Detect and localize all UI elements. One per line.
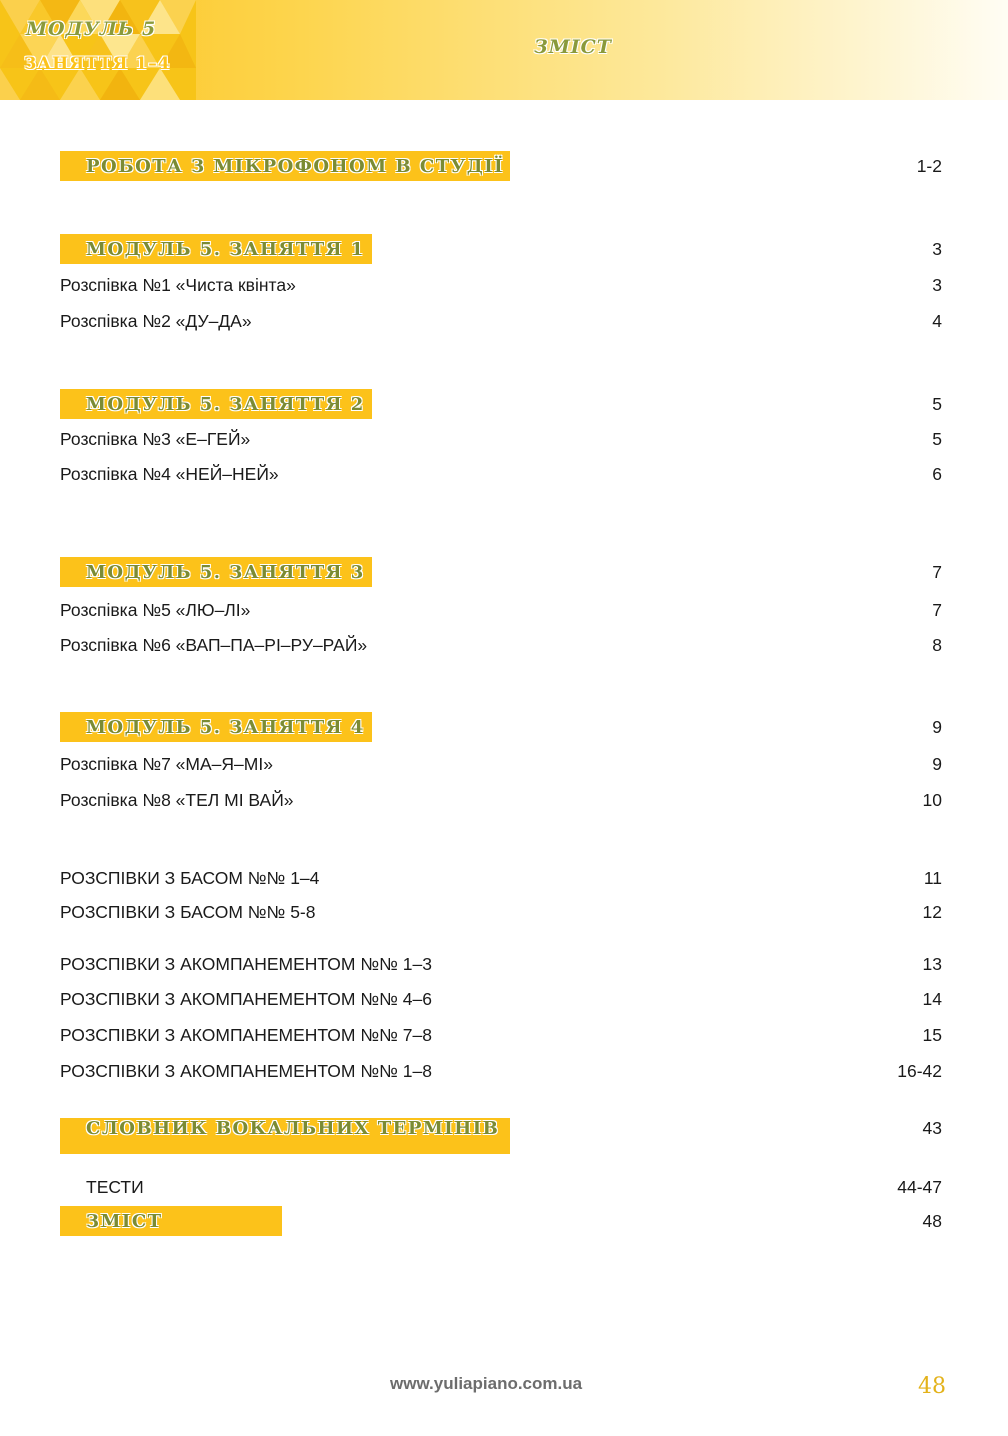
entry-label: Розспівка №3 «Е–ГЕЙ» bbox=[60, 428, 251, 449]
page-header bbox=[0, 0, 1008, 100]
dot-leader bbox=[512, 1124, 921, 1138]
dot-leader bbox=[374, 242, 930, 256]
page-ref: 9 bbox=[932, 717, 942, 737]
page-ref: 13 bbox=[922, 953, 942, 974]
section-band: МОДУЛЬ 5. ЗАНЯТТЯ 4 bbox=[60, 712, 372, 742]
toc-entry-contents[interactable] bbox=[60, 1206, 942, 1236]
entry-label: РОЗСПІВКИ З БАСОМ №№ 1–4 bbox=[60, 867, 320, 888]
dot-leader bbox=[321, 871, 921, 885]
dot-leader bbox=[434, 992, 921, 1006]
section-band: МОДУЛЬ 5. ЗАНЯТТЯ 3 bbox=[60, 557, 372, 587]
page-ref: 7 bbox=[932, 562, 942, 582]
page-ref: 3 bbox=[932, 238, 942, 259]
entry-label: Розспівка №1 «Чиста квінта» bbox=[60, 274, 296, 295]
website-url[interactable]: www.yuliapiano.com.ua bbox=[390, 1374, 583, 1393]
toc-entry-mic[interactable] bbox=[60, 151, 942, 181]
entry-label: Розспівка №8 «ТЕЛ МІ ВАЙ» bbox=[60, 789, 294, 810]
dot-leader bbox=[252, 603, 930, 617]
toc-entry[interactable] bbox=[60, 459, 942, 489]
toc-entry[interactable] bbox=[60, 306, 942, 336]
page-ref: 14 bbox=[922, 988, 942, 1009]
page-ref: 15 bbox=[922, 1024, 942, 1045]
entry-label: РОЗСПІВКИ З БАСОМ №№ 5-8 bbox=[60, 901, 316, 922]
page-ref: 6 bbox=[932, 463, 942, 484]
entry-label: Розспівка №6 «ВАП–ПА–РІ–РУ–РАЙ» bbox=[60, 634, 368, 655]
dot-leader bbox=[369, 638, 930, 652]
section-band: МОДУЛЬ 5. ЗАНЯТТЯ 2 bbox=[60, 389, 372, 419]
dot-leader bbox=[512, 159, 915, 173]
page-ref: 4 bbox=[932, 310, 942, 331]
section-band: ЗМІСТ bbox=[60, 1206, 282, 1236]
toc-entry-lesson-4[interactable] bbox=[60, 708, 942, 742]
toc-entry-dictionary[interactable] bbox=[60, 1118, 942, 1156]
dot-leader bbox=[434, 957, 921, 971]
entry-label: РОЗСПІВКИ З АКОМПАНЕМЕНТОМ №№ 1–8 bbox=[60, 1060, 432, 1081]
entry-label: ТЕСТИ bbox=[86, 1176, 144, 1197]
dot-leader bbox=[374, 565, 930, 579]
page-ref: 8 bbox=[932, 634, 942, 655]
dot-leader bbox=[281, 467, 931, 481]
entry-label: Розспівка №4 «НЕЙ–НЕЙ» bbox=[60, 463, 279, 484]
dot-leader bbox=[146, 1180, 896, 1194]
page-ref: 44-47 bbox=[897, 1176, 942, 1197]
entry-label: РОЗСПІВКИ З АКОМПАНЕМЕНТОМ №№ 4–6 bbox=[60, 988, 432, 1009]
page-ref: 9 bbox=[932, 753, 942, 774]
page-ref: 5 bbox=[932, 393, 942, 414]
toc-entry[interactable] bbox=[60, 984, 942, 1014]
toc-entry[interactable] bbox=[60, 424, 942, 454]
page-ref: 16-42 bbox=[897, 1060, 942, 1081]
section-band: СЛОВНИК ВОКАЛЬНИХ ТЕРМІНІВ bbox=[60, 1118, 510, 1154]
dot-leader bbox=[374, 720, 930, 734]
toc-entry[interactable] bbox=[60, 1056, 942, 1086]
toc-entry[interactable] bbox=[60, 630, 942, 660]
header-title: ЗМІСТ bbox=[534, 36, 612, 58]
toc-entry[interactable] bbox=[60, 949, 942, 979]
entry-label: Розспівка №2 «ДУ–ДА» bbox=[60, 310, 252, 331]
dot-leader bbox=[284, 1214, 921, 1228]
page-ref: 12 bbox=[922, 901, 942, 922]
dot-leader bbox=[434, 1064, 895, 1078]
dot-leader bbox=[254, 314, 931, 328]
entry-label: РОЗСПІВКИ З АКОМПАНЕМЕНТОМ №№ 7–8 bbox=[60, 1024, 432, 1045]
toc-entry[interactable] bbox=[60, 1020, 942, 1050]
dot-leader bbox=[318, 905, 921, 919]
dot-leader bbox=[298, 278, 930, 292]
page-ref: 5 bbox=[932, 428, 942, 449]
toc-entry-lesson-2[interactable] bbox=[60, 389, 942, 419]
page-ref: 7 bbox=[932, 599, 942, 620]
dot-leader bbox=[275, 757, 930, 771]
section-band: РОБОТА З МІКРОФОНОМ В СТУДІЇ bbox=[60, 151, 510, 181]
toc-entry[interactable] bbox=[60, 270, 942, 300]
toc-entry[interactable] bbox=[86, 1172, 942, 1202]
entry-label: Розспівка №5 «ЛЮ–ЛІ» bbox=[60, 599, 251, 620]
toc-entry[interactable] bbox=[60, 595, 942, 625]
page-ref: 3 bbox=[932, 274, 942, 295]
dot-leader bbox=[374, 397, 930, 411]
toc-entry[interactable] bbox=[60, 897, 942, 927]
page-number: 48 bbox=[918, 1374, 946, 1399]
toc-entry-lesson-3[interactable] bbox=[60, 553, 942, 587]
page-ref: 11 bbox=[923, 867, 942, 888]
toc-entry-lesson-1[interactable] bbox=[60, 234, 942, 264]
entry-label: РОЗСПІВКИ З АКОМПАНЕМЕНТОМ №№ 1–3 bbox=[60, 953, 432, 974]
dot-leader bbox=[434, 1028, 921, 1042]
toc-entry[interactable] bbox=[60, 749, 942, 779]
toc-entry[interactable] bbox=[60, 863, 942, 893]
page-ref: 10 bbox=[922, 789, 942, 810]
entry-label: Розспівка №7 «МА–Я–МІ» bbox=[60, 753, 273, 774]
dot-leader bbox=[252, 432, 930, 446]
section-band: МОДУЛЬ 5. ЗАНЯТТЯ 1 bbox=[60, 234, 372, 264]
module-label: МОДУЛЬ 5 bbox=[26, 18, 157, 40]
page-ref: 48 bbox=[922, 1210, 942, 1231]
page-ref: 43 bbox=[922, 1118, 942, 1138]
dot-leader bbox=[296, 793, 921, 807]
triangle-pattern bbox=[0, 0, 196, 100]
page-ref: 1-2 bbox=[916, 155, 942, 176]
toc-entry[interactable] bbox=[60, 785, 942, 815]
lessons-label: ЗАНЯТТЯ 1–4 bbox=[24, 54, 171, 74]
